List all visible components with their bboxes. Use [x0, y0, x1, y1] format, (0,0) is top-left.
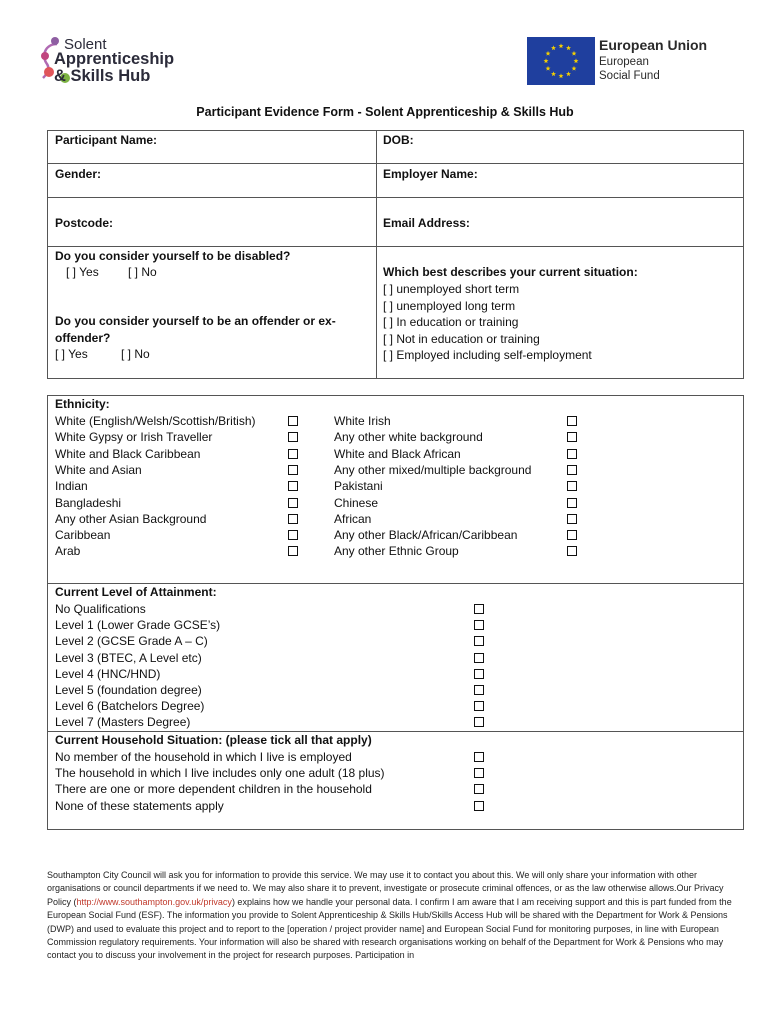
divider: [47, 246, 744, 247]
attainment-option: Level 4 (HNC/HND): [55, 666, 161, 681]
ethnicity-option: Any other white background: [334, 430, 483, 445]
ethnicity-option: Arab: [55, 544, 81, 559]
privacy-policy-link[interactable]: http://www.southampton.gov.uk/privacy: [76, 896, 232, 907]
checkbox[interactable]: [567, 546, 577, 556]
checkbox[interactable]: [567, 449, 577, 459]
situation-option[interactable]: [ ] unemployed long term: [383, 298, 516, 313]
eu-star-icon: [566, 45, 571, 50]
employer-name-field[interactable]: Employer Name:: [383, 167, 478, 181]
checkbox[interactable]: [288, 481, 298, 491]
divider: [376, 130, 377, 379]
situation-question: Which best describes your current situation:: [383, 265, 638, 279]
participant-name-field[interactable]: Participant Name:: [55, 133, 158, 147]
dob-field[interactable]: DOB:: [383, 133, 414, 147]
checkbox[interactable]: [474, 701, 484, 711]
divider: [47, 583, 744, 584]
checkbox[interactable]: [288, 498, 298, 508]
checkbox[interactable]: [288, 449, 298, 459]
eu-star-icon: [551, 71, 556, 76]
eu-star-icon: [572, 66, 577, 71]
situation-option[interactable]: [ ] unemployed short term: [383, 282, 520, 296]
attainment-option: Level 7 (Masters Degree): [55, 715, 191, 730]
checkbox[interactable]: [288, 530, 298, 540]
ethnicity-option: Any other Asian Background: [55, 511, 207, 526]
checkbox[interactable]: [474, 768, 484, 778]
eu-star-icon: [546, 66, 551, 71]
household-option: The household in which I live includes only one adult (18 plus): [55, 766, 385, 781]
eu-subtitle-1: European: [599, 56, 649, 68]
checkbox[interactable]: [474, 653, 484, 663]
logo-line-1: Solent: [64, 36, 107, 53]
attainment-option: Level 2 (GCSE Grade A – C): [55, 634, 208, 649]
eu-star-icon: [559, 73, 564, 78]
attainment-heading: Current Level of Attainment:: [55, 585, 217, 599]
checkbox[interactable]: [474, 620, 484, 630]
attainment-option: Level 3 (BTEC, A Level etc): [55, 650, 202, 665]
eu-subtitle-2: Social Fund: [599, 70, 660, 82]
gender-field[interactable]: Gender:: [55, 167, 102, 181]
attainment-option: Level 6 (Batchelors Degree): [55, 699, 205, 714]
privacy-notice: [47, 869, 732, 963]
situation-option[interactable]: [ ] In education or training: [383, 315, 519, 329]
postcode-field[interactable]: Postcode:: [55, 216, 114, 230]
disability-no-option[interactable]: [ ] No: [128, 265, 157, 279]
ethnicity-option: Pakistani: [334, 479, 383, 494]
situation-option[interactable]: [ ] Employed including self-employment: [383, 348, 592, 362]
checkbox[interactable]: [567, 465, 577, 475]
ethnicity-option: White Irish: [334, 414, 391, 428]
ethnicity-option: White and Black Caribbean: [55, 446, 201, 461]
situation-option[interactable]: [ ] Not in education or training: [383, 331, 540, 346]
checkbox[interactable]: [567, 498, 577, 508]
household-option: None of these statements apply: [55, 798, 224, 813]
divider: [47, 731, 744, 732]
eu-title: European Union: [599, 37, 708, 53]
attainment-option: No Qualifications: [55, 602, 146, 616]
eu-star-icon: [566, 71, 571, 76]
checkbox[interactable]: [474, 669, 484, 679]
eu-star-icon: [572, 51, 577, 56]
form-title: Participant Evidence Form - Solent Apprenticeship & Skills Hub: [196, 105, 574, 119]
checkbox[interactable]: [567, 514, 577, 524]
household-option: No member of the household in which I live is employed: [55, 750, 352, 764]
ethnicity-option: Chinese: [334, 495, 379, 510]
eu-star-icon: [574, 58, 579, 63]
checkbox[interactable]: [288, 432, 298, 442]
checkbox[interactable]: [474, 752, 484, 762]
checkbox[interactable]: [474, 801, 484, 811]
ethnicity-option: Any other mixed/multiple background: [334, 462, 532, 477]
checkbox[interactable]: [567, 530, 577, 540]
checkbox[interactable]: [474, 784, 484, 794]
ethnicity-option: Caribbean: [55, 528, 111, 543]
privacy-text-2: ) explains how we handle your personal data. I confirm I am aware that I am receiving support and this is part funded from the European Social Fund (ESF). The information you provide to Solent Apprenticeship & Skills Hub/Skills Access Hub will be shared with the Department for Work & Pensions (DWP) and used to evaluate this project and to report to the [operation / project provider name] and European Social Fund for monitoring purposes, in line with European Commission regulatory requirements. Your information will also be shared with research organisations working on behalf of the Department for Work & Pensions who may contact you to discuss your involvement in the project for research purposes. Participation in: [47, 896, 732, 961]
checkbox[interactable]: [474, 636, 484, 646]
ethnicity-option: White and Black African: [334, 446, 461, 461]
offender-question-cont: offender?: [55, 331, 111, 345]
offender-no-option[interactable]: [ ] No: [121, 347, 150, 361]
checkbox[interactable]: [567, 432, 577, 442]
checkbox[interactable]: [474, 604, 484, 614]
eu-flag-icon: [527, 37, 595, 85]
offender-question: Do you consider yourself to be an offender or ex-: [55, 314, 336, 328]
checkbox[interactable]: [567, 481, 577, 491]
eu-star-icon: [546, 51, 551, 56]
checkbox[interactable]: [288, 546, 298, 556]
eu-star-icon: [559, 43, 564, 48]
email-address-field[interactable]: Email Address:: [383, 216, 470, 230]
logo-line-3: & Skills Hub: [54, 67, 151, 85]
ethnicity-option: Any other Ethnic Group: [334, 544, 459, 559]
ethnicity-option: White (English/Welsh/Scottish/British): [55, 414, 256, 428]
ethnicity-option: Indian: [55, 479, 88, 494]
disability-yes-option[interactable]: [ ] Yes: [66, 265, 99, 279]
ethnicity-option: Any other Black/African/Caribbean: [334, 528, 518, 543]
attainment-option: Level 1 (Lower Grade GCSE’s): [55, 618, 221, 633]
household-heading: Current Household Situation: (please tick all that apply): [55, 733, 372, 747]
logo-line-2: Apprenticeship: [54, 50, 175, 68]
eu-star-icon: [551, 45, 556, 50]
offender-yes-option[interactable]: [ ] Yes: [55, 347, 88, 361]
ethnicity-option: Bangladeshi: [55, 495, 122, 510]
eu-star-icon: [544, 58, 549, 63]
divider: [47, 163, 744, 164]
solent-logo: [30, 30, 190, 110]
checkbox[interactable]: [474, 685, 484, 695]
household-option: There are one or more dependent children in the household: [55, 782, 372, 797]
ethnicity-option: White Gypsy or Irish Traveller: [55, 430, 213, 445]
checkbox[interactable]: [288, 514, 298, 524]
ethnicity-option: White and Asian: [55, 462, 142, 477]
checkbox[interactable]: [288, 416, 298, 426]
attainment-option: Level 5 (foundation degree): [55, 683, 202, 697]
ethnicity-option: African: [334, 511, 372, 526]
checkbox[interactable]: [474, 717, 484, 727]
checkbox[interactable]: [567, 416, 577, 426]
ethnicity-heading: Ethnicity:: [55, 397, 110, 411]
checkbox[interactable]: [288, 465, 298, 475]
divider: [47, 197, 744, 198]
disability-question: Do you consider yourself to be disabled?: [55, 249, 291, 263]
privacy-text-1: Southampton City Council will ask you for information to provide this service. We may use it to contact you about this. We will only share your information with other organisations or council departments if we need to. We may also share it to prevent, investigate or prosecute criminal offences, or as the law otherwise allows.Our Privacy Policy (: [47, 870, 724, 907]
